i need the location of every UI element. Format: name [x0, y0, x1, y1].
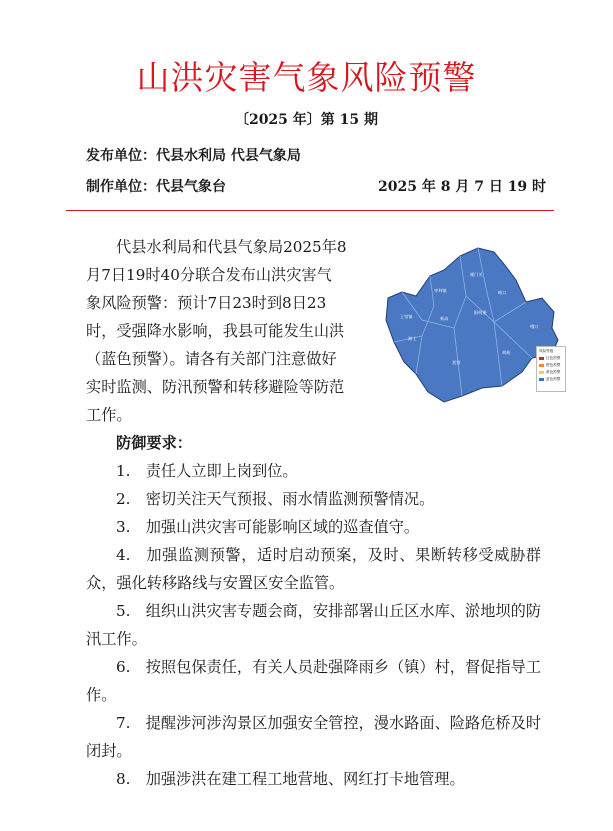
defense-item — [86, 513, 541, 541]
item-text: 密切关注天气预报、雨水情监测预警情况。 — [145, 490, 435, 508]
legend-label: 橙色预警 — [546, 363, 561, 367]
town-label: 新高 — [440, 316, 449, 321]
town-label: 滩上 — [408, 336, 417, 341]
defense-item — [86, 597, 541, 653]
paragraph-line: 月7日19时40分联合发布山洪灾害气 — [86, 266, 332, 284]
paragraph-line: 象风险预警：预计7日23时到8日23 — [86, 294, 327, 312]
legend-swatch — [539, 371, 544, 374]
legend-label: 蓝色预警 — [546, 377, 561, 381]
town-label: 峨口 — [530, 324, 539, 329]
town-label: 聂营 — [452, 360, 461, 365]
item-text: 按照包保责任，有关人员赴强降雨乡（镇）村，督促指导工作。 — [86, 658, 541, 704]
item-number: 6. — [116, 658, 131, 676]
red-divider — [66, 210, 554, 211]
paragraph-line: 实时监测、防汛预警和转移避险等防范 — [86, 378, 345, 396]
publisher-value: 代县水利局 代县气象局 — [156, 148, 301, 164]
legend-item — [539, 369, 563, 376]
legend-title: 风险等级 — [539, 349, 554, 353]
town-label: 枣林镇 — [434, 288, 447, 293]
issue-date: 2025 年 8 月 7 日 19 时 — [378, 179, 547, 195]
legend-item — [539, 376, 563, 383]
item-text: 加强涉洪在建工程工地营地、网红打卡地管理。 — [145, 770, 465, 788]
producer-value: 代县气象台 — [156, 179, 226, 195]
item-number: 5. — [116, 602, 131, 620]
paragraph-line: （蓝色预警）。请各有关部门注意做好 — [86, 350, 337, 368]
issue-number: 〔2025 年〕第 15 期 — [234, 112, 379, 128]
item-number: 2. — [116, 490, 131, 508]
item-text: 加强山洪灾害可能影响区域的巡查值守。 — [145, 518, 420, 536]
town-label: 阳明堡 — [474, 310, 487, 315]
paragraph-line: 时，受强降水影响，我县可能发生山洪 — [86, 322, 345, 340]
item-number: 1. — [116, 462, 131, 480]
item-number: 3. — [116, 518, 131, 536]
publisher-label: 发布单位： — [86, 148, 156, 164]
defense-item — [86, 653, 541, 709]
producer-line — [86, 177, 226, 197]
defense-requirements — [86, 429, 541, 793]
item-number: 8. — [116, 770, 131, 788]
item-text: 责任人立即上岗到位。 — [145, 462, 298, 480]
town-label: 雁门关 — [470, 272, 483, 277]
defense-item — [86, 765, 541, 793]
legend-label: 红色预警 — [546, 356, 561, 360]
defense-item — [86, 541, 541, 597]
legend-swatch — [539, 364, 544, 367]
defense-item — [86, 485, 541, 513]
publisher-line — [86, 146, 301, 166]
legend-label: 黄色预警 — [546, 370, 561, 374]
defense-item — [86, 709, 541, 765]
legend-item — [539, 362, 563, 369]
producer-label: 制作单位： — [86, 179, 156, 195]
item-text: 加强监测预警，适时启动预案，及时、果断转移受威胁群众，强化转移路线与安置区安全监管。 — [86, 546, 541, 592]
item-number: 4. — [116, 546, 131, 564]
town-label: 峪口 — [498, 290, 507, 295]
legend-item — [539, 355, 563, 362]
map-legend — [536, 346, 566, 392]
item-text: 提醒涉河涉沟景区加强安全管控，漫水路面、险路危桥及时闭封。 — [86, 714, 541, 760]
defense-item — [86, 457, 541, 485]
town-label: 上馆镇 — [400, 314, 413, 319]
legend-swatch — [539, 357, 544, 360]
town-label: 胡峪 — [502, 350, 511, 355]
paragraph-line: 工作。 — [86, 406, 132, 424]
legend-swatch — [539, 378, 544, 381]
paragraph-line: 代县水利局和代县气象局2025年8 — [116, 238, 347, 256]
item-text: 组织山洪灾害专题会商，安排部署山丘区水库、淤地坝的防汛工作。 — [86, 602, 541, 648]
item-number: 7. — [116, 714, 131, 732]
defense-heading: 防御要求： — [116, 434, 192, 452]
document-title: 山洪灾害气象风险预警 — [136, 58, 477, 97]
county-risk-map — [382, 236, 562, 410]
